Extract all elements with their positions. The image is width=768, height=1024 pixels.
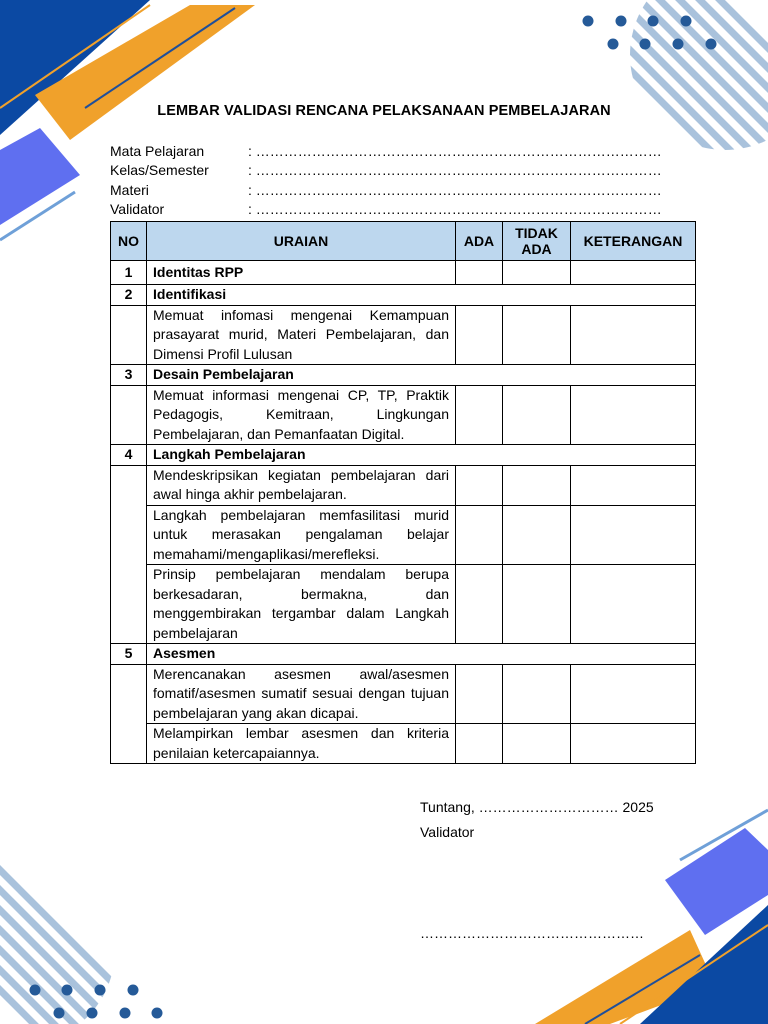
item-description: Merencanakan asesmen awal/asesmen fomatif/asesmen sumatif sesuai dengan tujuan pembelajaran yang akan dicapai. <box>147 664 456 724</box>
validation-table <box>110 221 696 764</box>
keterangan-cell[interactable] <box>571 261 696 285</box>
table-row <box>111 724 696 764</box>
section-row <box>111 644 696 665</box>
table-row <box>111 465 696 505</box>
header-tidak-ada-line1: TIDAK <box>515 225 558 241</box>
header-tidak-ada-line2: ADA <box>521 241 552 257</box>
section-number: 2 <box>111 285 147 306</box>
keterangan-cell[interactable] <box>571 385 696 445</box>
item-description: Langkah pembelajaran memfasilitasi murid untuk merasakan pengalaman belajar memahami/mengaplikasi/merefleksi. <box>147 505 456 565</box>
section-title: Identitas RPP <box>147 261 456 285</box>
header-tidak-ada <box>503 222 571 261</box>
ada-cell[interactable] <box>456 385 503 445</box>
section-number: 1 <box>111 261 147 285</box>
meta-row-materi <box>110 180 662 200</box>
empty-no-cell <box>111 305 147 365</box>
table-row <box>111 565 696 644</box>
item-description: Memuat infomasi mengenai Kemampuan prasayarat murid, Materi Pembelajaran, dan Dimensi Profil Lulusan <box>147 305 456 365</box>
signature-name-line[interactable]: ………………………………………… <box>420 925 644 941</box>
ada-cell[interactable] <box>456 505 503 565</box>
ada-cell[interactable] <box>456 261 503 285</box>
ada-cell[interactable] <box>456 664 503 724</box>
tidak-ada-cell[interactable] <box>503 565 571 644</box>
table-row <box>111 664 696 724</box>
meta-row-kelas-semester <box>110 161 662 181</box>
validator-role: Validator <box>420 824 475 840</box>
meta-value-field[interactable]: : …………………………………………………………………………… <box>248 162 662 179</box>
section-row <box>111 261 696 285</box>
meta-label: Validator <box>110 201 165 218</box>
tidak-ada-cell[interactable] <box>503 724 571 764</box>
meta-value-field[interactable]: : …………………………………………………………………………… <box>248 201 662 218</box>
place-date[interactable]: Tuntang, ………………………… 2025 <box>420 799 654 815</box>
meta-label: Materi <box>110 181 149 198</box>
empty-no-cell <box>111 465 147 644</box>
item-description: Melampirkan lembar asesmen dan kriteria penilaian ketercapaiannya. <box>147 724 456 764</box>
section-row <box>111 365 696 386</box>
keterangan-cell[interactable] <box>571 565 696 644</box>
tidak-ada-cell[interactable] <box>503 261 571 285</box>
header-no: NO <box>111 222 147 261</box>
table-row <box>111 305 696 365</box>
bottom-right-periwinkle-shape <box>665 828 768 935</box>
keterangan-cell[interactable] <box>571 305 696 365</box>
table-row <box>111 385 696 445</box>
keterangan-cell[interactable] <box>571 505 696 565</box>
section-number: 4 <box>111 445 147 466</box>
section-number: 3 <box>111 365 147 386</box>
section-title: Asesmen <box>147 644 696 665</box>
keterangan-cell[interactable] <box>571 465 696 505</box>
tidak-ada-cell[interactable] <box>503 465 571 505</box>
tidak-ada-cell[interactable] <box>503 385 571 445</box>
ada-cell[interactable] <box>456 465 503 505</box>
table-header-row <box>111 222 696 261</box>
signature-block <box>420 797 654 847</box>
keterangan-cell[interactable] <box>571 724 696 764</box>
section-title: Langkah Pembelajaran <box>147 445 696 466</box>
header-uraian: URAIAN <box>147 222 456 261</box>
section-row <box>111 285 696 306</box>
tidak-ada-cell[interactable] <box>503 664 571 724</box>
meta-label: Mata Pelajaran <box>110 142 205 159</box>
item-description: Memuat informasi mengenai CP, TP, Praktik Pedagogis, Kemitraan, Lingkungan Pembelajaran, dan Pemanfaatan Digital. <box>147 385 456 445</box>
section-row <box>111 445 696 466</box>
table-row <box>111 505 696 565</box>
tidak-ada-cell[interactable] <box>503 505 571 565</box>
meta-fields <box>110 141 662 219</box>
empty-no-cell <box>111 664 147 764</box>
section-number: 5 <box>111 644 147 665</box>
section-title: Identifikasi <box>147 285 696 306</box>
ada-cell[interactable] <box>456 305 503 365</box>
tidak-ada-cell[interactable] <box>503 305 571 365</box>
meta-row-mata-pelajaran <box>110 141 662 161</box>
meta-value-field[interactable]: : …………………………………………………………………………… <box>248 142 662 159</box>
meta-value-field[interactable]: : …………………………………………………………………………… <box>248 181 662 198</box>
header-keterangan: KETERANGAN <box>571 222 696 261</box>
header-ada: ADA <box>456 222 503 261</box>
meta-row-validator <box>110 200 662 220</box>
ada-cell[interactable] <box>456 724 503 764</box>
document-title: LEMBAR VALIDASI RENCANA PELAKSANAAN PEMBELAJARAN <box>157 103 611 119</box>
ada-cell[interactable] <box>456 565 503 644</box>
section-title: Desain Pembelajaran <box>147 365 696 386</box>
keterangan-cell[interactable] <box>571 664 696 724</box>
item-description: Prinsip pembelajaran mendalam berupa berkesadaran, bermakna, dan menggembirakan tergambar dalam Langkah pembelajaran <box>147 565 456 644</box>
top-left-periwinkle-shape <box>0 128 80 225</box>
empty-no-cell <box>111 385 147 445</box>
meta-label: Kelas/Semester <box>110 162 209 179</box>
item-description: Mendeskripsikan kegiatan pembelajaran dari awal hinga akhir pembelajaran. <box>147 465 456 505</box>
